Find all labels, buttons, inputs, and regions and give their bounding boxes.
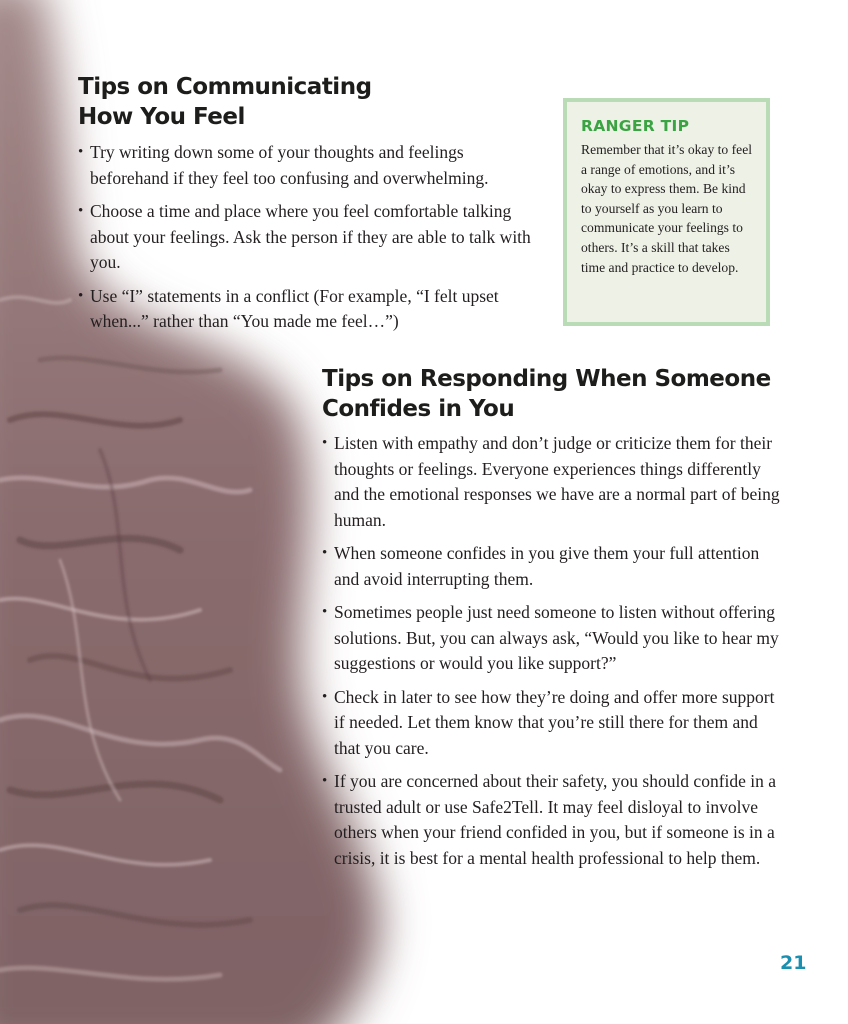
ranger-tip-body: Remember that it’s okay to feel a range of emotions, and it’s okay to express them. Be kind to yourself as you learn to communicate your feelings to others. It’s a skill that takes time and practice to develop. [581,142,753,275]
page-number: 21 [780,952,807,974]
communicating-tips-list [78,140,538,335]
communicating-title-line2: How You Feel [78,104,245,130]
communicating-section [78,72,538,343]
list-item: • Check in later to see how they’re doing and offer more support if needed. Let them know that you’re still there for them and that you care. [322,685,782,762]
communicating-title-line1: Tips on Communicating [78,74,372,100]
responding-title [322,364,782,424]
responding-section [322,364,782,879]
list-item: • If you are concerned about their safety, you should confide in a trusted adult or use Safe2Tell. It may feel disloyal to involve others when your friend confided in you, but if someone is in a crisis, it is best for a mental health professional to help them. [322,769,782,871]
list-item: • Choose a time and place where you feel comfortable talking about your feelings. Ask the person if they are able to talk with you. [78,199,538,276]
responding-tips-list [322,431,782,871]
list-item: • Use “I” statements in a conflict (For example, “I felt upset when...” rather than “You made me feel…”) [78,284,538,335]
list-item: • Sometimes people just need someone to listen without offering solutions. But, you can always ask, “Would you like to hear my suggestions or would you like support?” [322,600,782,677]
responding-title-line2: Confides in You [322,396,515,422]
ranger-tip-box [563,98,770,326]
list-item: • Try writing down some of your thoughts and feelings beforehand if they feel too confusing and overwhelming. [78,140,538,191]
list-item: • Listen with empathy and don’t judge or criticize them for their thoughts or feelings. Everyone experiences things differently and the emotional responses we have are a normal part of being human. [322,431,782,533]
ranger-tip-title: RANGER TIP [581,117,690,135]
communicating-title [78,72,538,132]
responding-title-line1: Tips on Responding When Someone [322,366,771,392]
list-item: • When someone confides in you give them your full attention and avoid interrupting them. [322,541,782,592]
